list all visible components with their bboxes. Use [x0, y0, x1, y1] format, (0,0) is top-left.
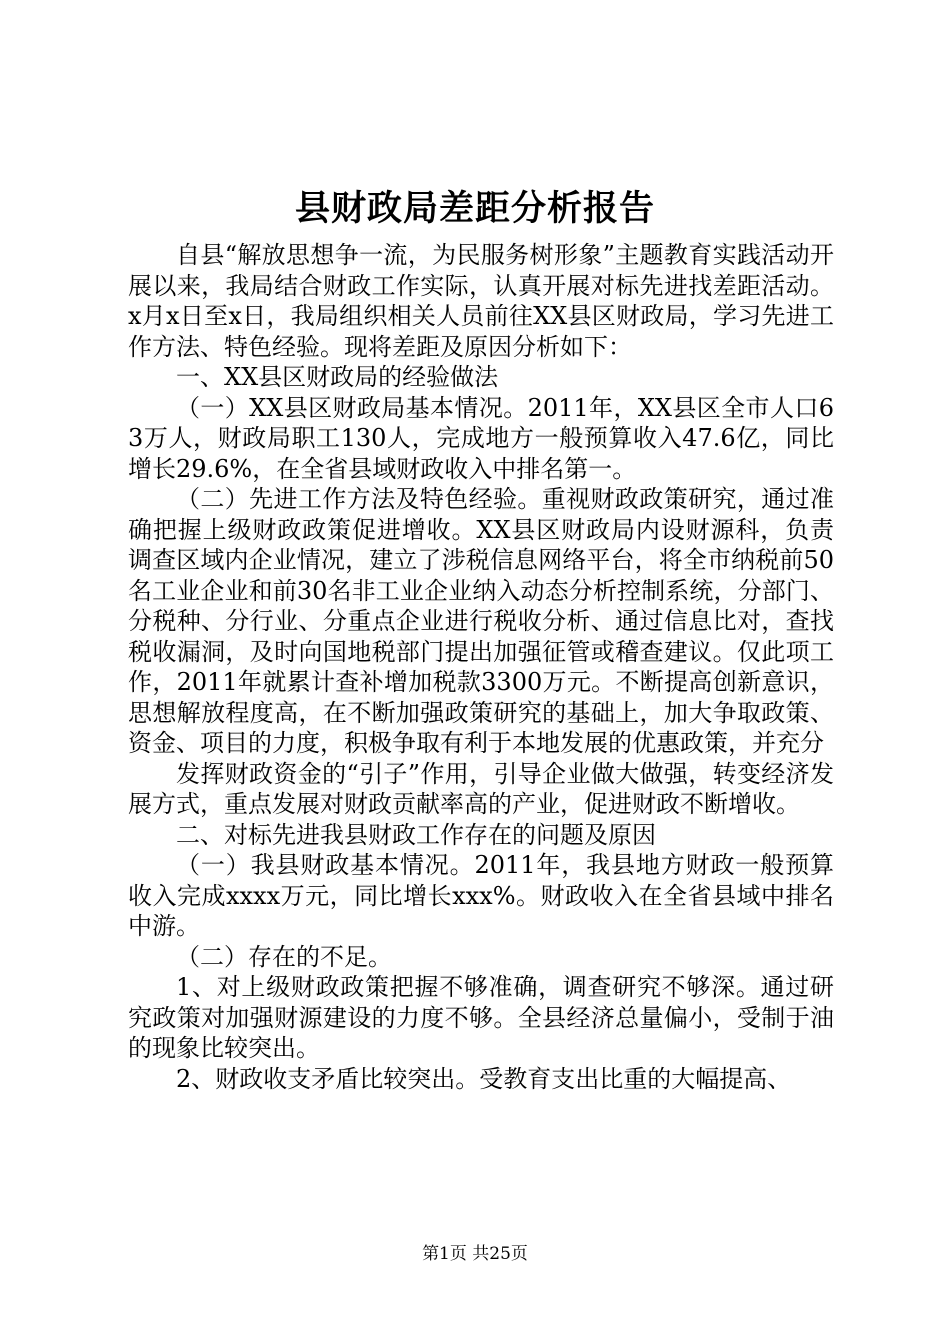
paragraph-shortcoming-1: 1、对上级财政政策把握不够准确，调查研究不够深。通过研究政策对加强财源建设的力度不够。全县经济总量偏小，受制于油的现象比较突出。	[128, 973, 834, 1062]
paragraph-advanced-methods: （二）先进工作方法及特色经验。重视财政政策研究，通过准确把握上级财政政策促进增收。XX县区财政局内设财源科，负责调查区域内企业情况，建立了涉税信息网络平台，将全市纳税前50名工业企业和前30名非工业企业纳入动态分析控制系统，分部门、分税种、分行业、分重点企业进行税收分析、通过信息比对，查找税收漏洞，及时向国地税部门提出加强征管或稽查建议。仅此项工作，2011年就累计查补增加税款3300万元。不断提高创新意识，思想解放程度高，在不断加强政策研究的基础上，加大争取政策、资金、项目的力度，积极争取有利于本地发展的优惠政策，并充分	[128, 485, 834, 757]
section-heading-1: 一、XX县区财政局的经验做法	[176, 363, 499, 391]
document-body	[128, 240, 834, 1094]
paragraph-shortcoming-2: 2、财政收支矛盾比较突出。受教育支出比重的大幅提高、	[176, 1064, 792, 1093]
paragraph-intro: 自县“解放思想争一流，为民服务树形象”主题教育实践活动开展以来，我局结合财政工作实际，认真开展对标先进找差距活动。x月x日至x日，我局组织相关人员前往XX县区财政局，学习先进工作方法、特色经验。现将差距及原因分析如下：	[128, 241, 834, 361]
page-number-footer: 第1页 共25页	[422, 1244, 528, 1264]
paragraph-shortcomings-heading: （二）存在的不足。	[176, 942, 392, 971]
paragraph-county-situation: （一）我县财政基本情况。2011年，我县地方财政一般预算收入完成xxxx万元，同比增长xxx%。财政收入在全省县域中排名中游。	[128, 851, 834, 940]
section-heading-2: 二、对标先进我县财政工作存在的问题及原因	[176, 820, 656, 849]
document-title: 县财政局差距分析报告	[294, 188, 655, 229]
paragraph-fiscal-funds: 发挥财政资金的“引子”作用，引导企业做大做强，转变经济发展方式，重点发展对财政贡献率高的产业，促进财政不断增收。	[128, 759, 834, 818]
paragraph-basic-situation: （一）XX县区财政局基本情况。2011年，XX县区全市人口63万人，财政局职工130人，完成地方一般预算收入47.6亿，同比增长29.6%，在全省县域财政收入中排名第一。	[128, 393, 834, 483]
